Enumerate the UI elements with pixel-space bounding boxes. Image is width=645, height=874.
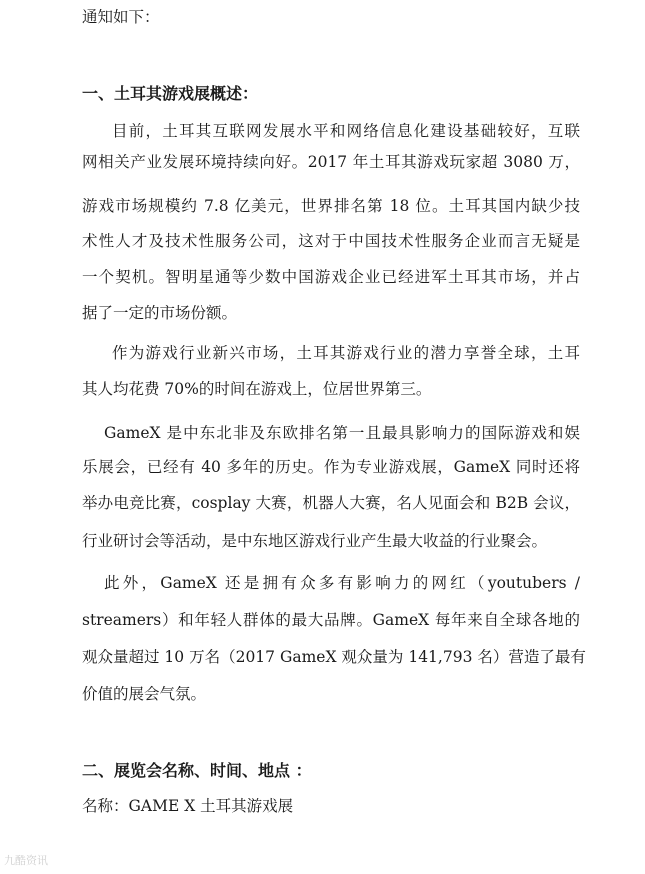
intro-text: 通知如下： [82, 8, 160, 26]
paragraph-line: 乐展会，已经有 40 多年的历史。作为专业游戏展，GameX 同时还将 [82, 458, 580, 476]
section1-heading: 一、土耳其游戏展概述： [82, 84, 259, 103]
paragraph-line: GameX 是中东北非及东欧排名第一且最具影响力的国际游戏和娱 [104, 424, 580, 442]
paragraph-line: 其人均花费 70%的时间在游戏上，位居世界第三。 [82, 380, 432, 398]
paragraph-line: 一个契机。智明星通等少数中国游戏企业已经进军土耳其市场，并占 [82, 268, 580, 286]
paragraph-line: 举办电竞比赛，cosplay 大赛，机器人大赛，名人见面会和 B2B 会议， [82, 494, 580, 512]
paragraph-line: 术性人才及技术性服务公司，这对于中国技术性服务企业而言无疑是 [82, 232, 580, 250]
paragraph-line: 目前，土耳其互联网发展水平和网络信息化建设基础较好，互联 [112, 122, 580, 140]
paragraph-line: 行业研讨会等活动，是中东地区游戏行业产生最大收益的行业聚会。 [82, 532, 548, 550]
exhibition-name-line: 名称：GAME X 土耳其游戏展 [82, 797, 294, 815]
section2-heading: 二、展览会名称、时间、地点 ： [82, 761, 312, 780]
paragraph-line: 据了一定的市场份额。 [82, 304, 238, 322]
paragraph-line: 作为游戏行业新兴市场，土耳其游戏行业的潜力享誉全球，土耳 [112, 344, 580, 362]
paragraph-line: 价值的展会气氛。 [82, 685, 207, 703]
paragraph-line: streamers）和年轻人群体的最大品牌。GameX 每年来自全球各地的 [82, 611, 580, 629]
paragraph-line: 此外，GameX 还是拥有众多有影响力的网红（youtubers / [104, 574, 580, 592]
watermark-logo: 九酷资讯 [4, 854, 48, 867]
paragraph-line: 网相关产业发展环境持续向好。2017 年土耳其游戏玩家超 3080 万， [82, 153, 580, 171]
paragraph-line: 游戏市场规模约 7.8 亿美元，世界排名第 18 位。土耳其国内缺少技 [82, 197, 580, 215]
paragraph-line: 观众量超过 10 万名（2017 GameX 观众量为 141,793 名）营造了最有 [82, 648, 586, 666]
